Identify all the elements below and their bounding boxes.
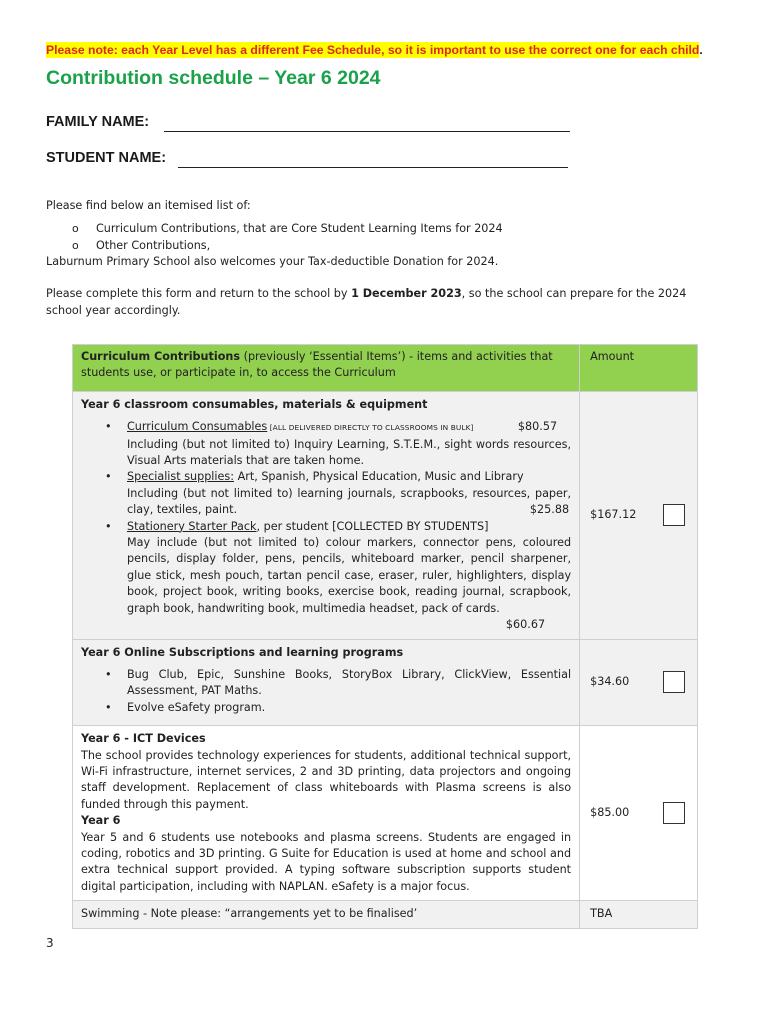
row-amount: $167.12 [590, 507, 637, 521]
ict-body: The school provides technology experiences for students, additional technical support, Wi-Fi infrastructure, internet services, 2 and 3D printing, data projectors and ongoing staff development. Replacement of class whiteboards with Plasma screens is also funded through this payment. [81, 748, 572, 811]
ict-body-year6: Year 5 and 6 students use notebooks and plasma screens. Students are engaged in coding, robotics and 3D printing. G Suite for Education is used at home and school and extra technical support provided. A typing software subscription supports student digital participation, including with NAPLAN. eSafety is a major focus. [81, 830, 572, 893]
intro-lead: Please find below an itemised list of: [46, 199, 251, 212]
subscriptions-checkbox[interactable] [663, 671, 685, 693]
return-text-pre: Please complete this form and return to the school by [46, 287, 352, 300]
return-instructions [46, 285, 706, 319]
student-name-label: STUDENT NAME: [46, 150, 167, 166]
item-subjects: Art, Spanish, Physical Education, Music and Library [234, 470, 524, 484]
list-item: o Other Contributions, [72, 238, 503, 255]
subscriptions-list [81, 667, 571, 716]
list-item [127, 519, 571, 634]
list-item: • Evolve eSafety program. [127, 700, 571, 716]
list-item: o Curriculum Contributions, that are Core Student Learning Items for 2024 [72, 221, 503, 238]
list-item: • Bug Club, Epic, Sunshine Books, StoryBox Library, ClickView, Essential Assessment, PAT Maths. [127, 667, 571, 700]
item-note: [ALL DELIVERED DIRECTLY TO CLASSROOMS IN BULK] [267, 423, 474, 433]
table-header-amount: Amount [580, 345, 698, 392]
fee-schedule-note [46, 43, 703, 57]
donation-text: Laburnum Primary School also welcomes your Tax-deductible Donation for 2024. [46, 255, 499, 268]
page-number: 3 [46, 936, 54, 950]
row-title: Year 6 classroom consumables, materials & equipment [81, 397, 428, 411]
row-amount: $85.00 [590, 805, 630, 819]
item-description: Including (but not limited to) Inquiry Learning, S.T.E.M., sight words resources, Visual Arts materials that are taken home. [127, 437, 572, 468]
contribution-table [72, 344, 698, 929]
return-text-post: , so the school can prepare for the 2024 school year accordingly. [46, 287, 687, 317]
row-subtitle: Year 6 [81, 814, 121, 828]
row-amount: TBA [580, 901, 698, 928]
item-description: Including (but not limited to) learning journals, scrapbooks, resources, paper, clay, textiles, paint. [127, 486, 572, 517]
student-name-line[interactable] [178, 167, 568, 168]
item-title: Curriculum Consumables [127, 420, 268, 434]
family-name-line[interactable] [164, 131, 570, 132]
family-name-label: FAMILY NAME: [46, 114, 150, 130]
table-row [73, 726, 698, 901]
table-header-row [73, 345, 698, 392]
table-row [73, 391, 698, 639]
row-title: Year 6 - ICT Devices [81, 732, 206, 746]
item-title: Specialist supplies: [127, 470, 235, 484]
table-row [73, 639, 698, 726]
note-highlight: Please note: each Year Level has a different Fee Schedule, so it is important to use the correct one for each child [46, 43, 700, 57]
item-price: $60.67 [505, 618, 546, 632]
list-item [127, 419, 571, 469]
row-amount: $34.60 [590, 675, 630, 689]
consumables-checkbox[interactable] [663, 504, 685, 526]
family-name-field [46, 114, 149, 130]
header-rest: (previously ‘Essential Items’) - items and activities that students use, or participate in, to access the Curriculum [81, 350, 553, 380]
row-title: Year 6 Online Subscriptions and learning programs [81, 645, 404, 659]
item-note: , per student [COLLECTED BY STUDENTS] [256, 519, 489, 533]
list-item [127, 469, 571, 518]
header-bold: Curriculum Contributions [81, 350, 241, 363]
return-date: 1 December 2023 [351, 287, 462, 300]
item-price: $80.57 [517, 420, 558, 434]
page-title: Contribution schedule – Year 6 2024 [46, 67, 381, 89]
consumables-list [81, 419, 571, 633]
ict-checkbox[interactable] [663, 802, 685, 824]
item-title: Stationery Starter Pack [127, 519, 257, 533]
item-description: May include (but not limited to) colour markers, connector pens, coloured pencils, display folder, pens, pencils, whiteboard marker, pencil sharpener, glue stick, mesh pouch, tartan pencil case, eraser, ruler, highlighters, display book, project book, writing books, exercise book, reading journal, scrapbook, graph book, handwriting book, multimedia headset, pack of cards. [127, 536, 572, 615]
item-price: $25.88 [529, 503, 570, 517]
contribution-type-list [72, 221, 503, 254]
student-name-field [46, 150, 166, 166]
note-end: . [699, 43, 703, 57]
table-header-description [73, 345, 580, 392]
swimming-text: Swimming - Note please: “arrangements yet to be finalised’ [73, 901, 580, 928]
table-row [73, 901, 698, 928]
